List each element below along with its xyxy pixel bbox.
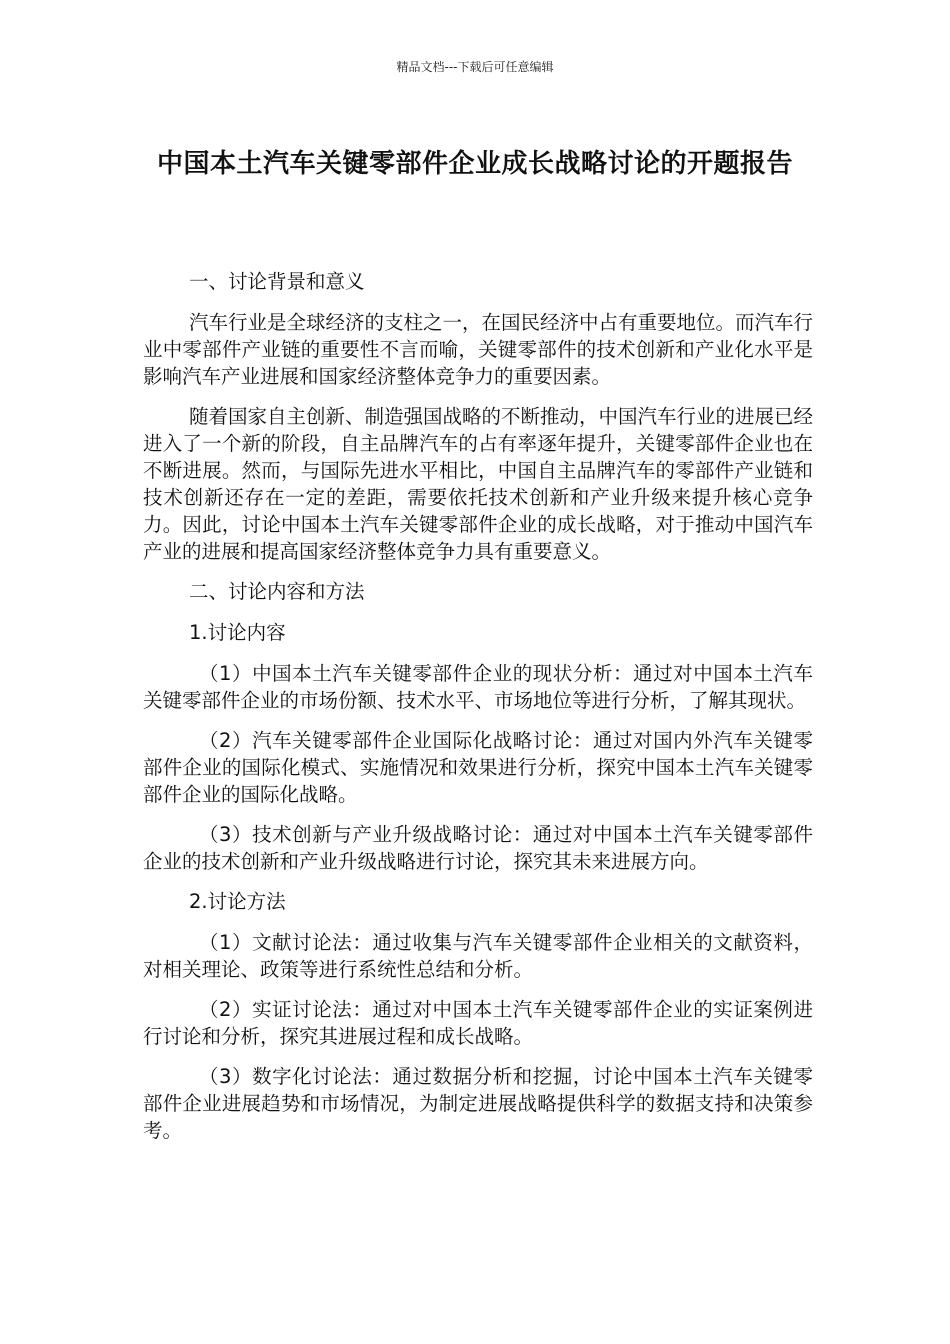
document-title: 中国本土汽车关键零部件企业成长战略讨论的开题报告: [156, 149, 793, 179]
subsection-heading-methods: 2.讨论方法: [189, 890, 286, 913]
paragraph: 汽车行业是全球经济的支柱之一，在国民经济中占有重要地位。而汽车行业中零部件产业链的重要性不言而喻，关键零部件的技术创新和产业化水平是影响汽车产业进展和国家经济整体竞争力的重要因素。: [143, 311, 814, 388]
list-item: （2）汽车关键零部件企业国际化战略讨论：通过对国内外汽车关键零部件企业的国际化模式、实施情况和效果进行分析，探究中国本土汽车关键零部件企业的国际化战略。: [143, 729, 813, 806]
list-item: （1）中国本土汽车关键零部件企业的现状分析：通过对中国本土汽车关键零部件企业的市场份额、技术水平、市场地位等进行分析，了解其现状。: [143, 662, 813, 712]
paragraph: 随着国家自主创新、制造强国战略的不断推动，中国汽车行业的进展已经进入了一个新的阶段，自主品牌汽车的占有率逐年提升，关键零部件企业也在不断进展。然而，与国际先进水平相比，中国自主品牌汽车的零部件产业链和技术创新还存在一定的差距，需要依托技术创新和产业升级来提升核心竞争力。因此，讨论中国本土汽车关键零部件企业的成长战略，对于推动中国汽车产业的进展和提高国家经济整体竞争力具有重要意义。: [143, 405, 814, 563]
subsection-heading-content: 1.讨论内容: [189, 621, 286, 644]
list-item: （1）文献讨论法：通过收集与汽车关键零部件企业相关的文献资料，对相关理论、政策等进行系统性总结和分析。: [143, 931, 813, 981]
list-item: （2）实证讨论法：通过对中国本土汽车关键零部件企业的实证案例进行讨论和分析，探究其进展过程和成长战略。: [143, 998, 813, 1048]
list-item: （3）数字化讨论法：通过数据分析和挖掘，讨论中国本土汽车关键零部件企业进展趋势和市场情况，为制定进展战略提供科学的数据支持和决策参考。: [143, 1065, 813, 1142]
document-body: [143, 268, 813, 1157]
list-item: （3）技术创新与产业升级战略讨论：通过对中国本土汽车关键零部件企业的技术创新和产业升级战略进行讨论，探究其未来进展方向。: [143, 823, 813, 873]
section-heading-background: 一、讨论背景和意义: [189, 270, 365, 293]
section-heading-content-methods: 二、讨论内容和方法: [189, 580, 365, 603]
page-header: 精品文档---下载后可任意编辑: [396, 60, 554, 74]
